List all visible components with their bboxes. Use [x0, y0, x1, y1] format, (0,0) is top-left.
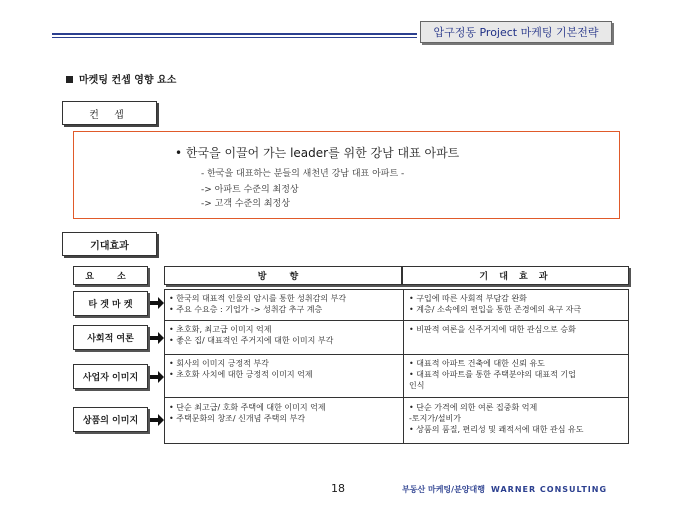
effect-cell	[409, 293, 581, 315]
arrow-right-icon	[150, 297, 164, 309]
direction-cell	[169, 358, 313, 380]
concept-line: - 한국을 대표하는 분들의 새천년 강남 대표 아파트 -	[201, 169, 405, 179]
concept-box	[73, 131, 620, 219]
header-title: 압구정동 Project 마케팅 기본전략	[420, 21, 612, 43]
direction-line: • 좋은 집/ 대표적인 주거지에 대한 이미지 부각	[169, 336, 334, 345]
page-number: 18	[331, 482, 345, 495]
bullet-square-icon	[66, 76, 73, 83]
direction-cell	[169, 324, 333, 346]
direction-line: • 한국의 대표적 인물의 암시를 통한 성취감의 부각	[169, 294, 347, 303]
effect-line: • 구입에 따른 사회적 부담감 완화	[409, 294, 527, 303]
row-label-target-market: 타 겟 마 켓	[73, 291, 148, 316]
effect-line: • 대표적 아파트 건축에 대한 신뢰 유도	[409, 359, 545, 368]
row-label-product-image: 상품의 이미지	[73, 407, 148, 432]
footer-brand-en: WARNER CONSULTING	[491, 485, 608, 494]
effect-line: • 단순 가격에 의한 여론 집중화 억제	[409, 403, 538, 412]
direction-line: • 단순 최고급/ 호화 주택에 대한 이미지 억제	[169, 403, 326, 412]
arrow-right-icon	[150, 332, 164, 344]
effect-line: • 대표적 아파트를 통한 주택분야의 대표적 기업	[409, 370, 576, 379]
row-divider	[165, 354, 628, 355]
section-heading-text: 마켓팅 컨셉 영향 요소	[79, 75, 177, 86]
direction-line: • 초호화, 최고급 이미지 억제	[169, 325, 272, 334]
column-divider	[403, 290, 404, 443]
effects-tab: 기대효과	[62, 232, 157, 256]
concept-tab: 컨 셉	[62, 101, 157, 125]
effect-cell	[409, 402, 583, 435]
effects-table	[164, 289, 629, 444]
effect-line: • 상품의 품질, 편리성 및 쾌적서에 대한 관심 유도	[409, 425, 584, 434]
row-divider	[165, 397, 628, 398]
row-label-company-image: 사업자 이미지	[73, 364, 148, 389]
footer-brand	[402, 484, 607, 495]
effect-line: • 비판적 여론을 신주거지에 대한 관심으로 승화	[409, 325, 576, 334]
row-label-public-opinion: 사회적 여론	[73, 325, 148, 350]
concept-main: • 한국을 이끌어 가는 leader를 위한 강남 대표 아파트	[175, 146, 460, 160]
direction-line: • 주택문화의 창조/ 신개념 주택의 부각	[169, 414, 306, 423]
footer-brand-kr: 부동산 마케팅/분양대행	[402, 485, 485, 494]
concept-line: -> 아파트 수준의 최정상	[201, 185, 299, 195]
direction-line: • 주요 수요층 : 기업가 -> 성취감 추구 계층	[169, 305, 323, 314]
arrow-right-icon	[150, 371, 164, 383]
section-heading	[66, 71, 176, 86]
direction-line: • 회사의 이미지 긍정적 부각	[169, 359, 269, 368]
header-effect: 기 대 효 과	[402, 266, 629, 285]
header-rule-thick	[52, 33, 417, 35]
header-rule-thin	[52, 37, 417, 38]
concept-line: -> 고객 수준의 최정상	[201, 199, 290, 209]
effect-line: 인식	[409, 381, 425, 390]
direction-cell	[169, 293, 346, 315]
effect-line: -토지가/설비가	[409, 414, 461, 423]
direction-line: • 초호화 사치에 대한 긍정적 이미지 억제	[169, 370, 313, 379]
direction-cell	[169, 402, 326, 424]
effect-cell	[409, 358, 576, 391]
effect-line: • 계층/ 소속에의 편입을 통한 존경에의 욕구 자극	[409, 305, 582, 314]
header-direction: 방 향	[164, 266, 402, 285]
effect-cell	[409, 324, 576, 335]
arrow-right-icon	[150, 414, 164, 426]
row-divider	[165, 320, 628, 321]
header-element: 요 소	[73, 266, 148, 285]
